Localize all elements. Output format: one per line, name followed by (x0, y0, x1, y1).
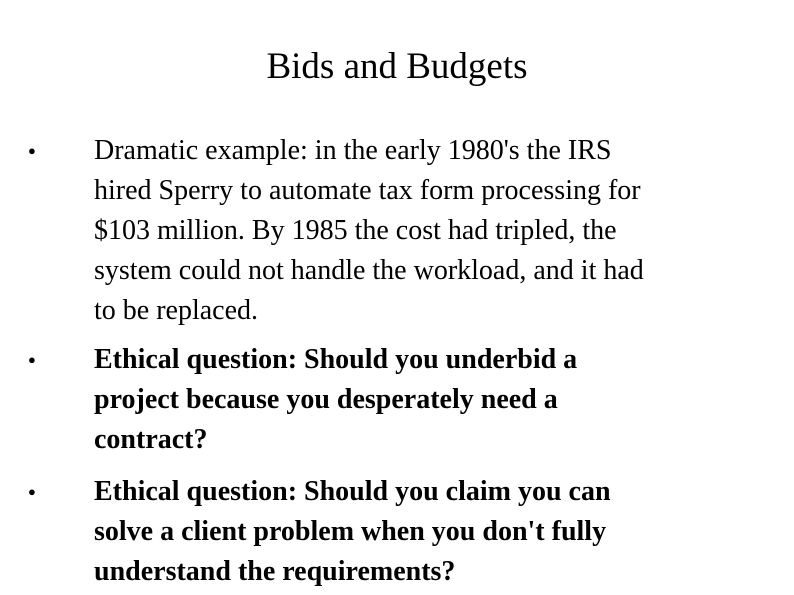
slide-title: Bids and Budgets (266, 46, 528, 87)
bullet-dot-icon: ● (28, 352, 36, 367)
bullet-dot-icon: ● (28, 143, 36, 158)
bullet-text: Dramatic example: in the early 1980's the IRS hired Sperry to automate tax form processing for $103 million. By 1985 the cost had tripled, the system could not handle the workload, and it had to be replaced. (94, 135, 644, 326)
bullet-text: Ethical question: Should you claim you can solve a client problem when you don't fully understand the requirements? (94, 476, 611, 587)
bullet-dot-icon: ● (28, 484, 36, 499)
bullet-text: Ethical question: Should you underbid a project because you desperately need a contract? (94, 344, 578, 455)
